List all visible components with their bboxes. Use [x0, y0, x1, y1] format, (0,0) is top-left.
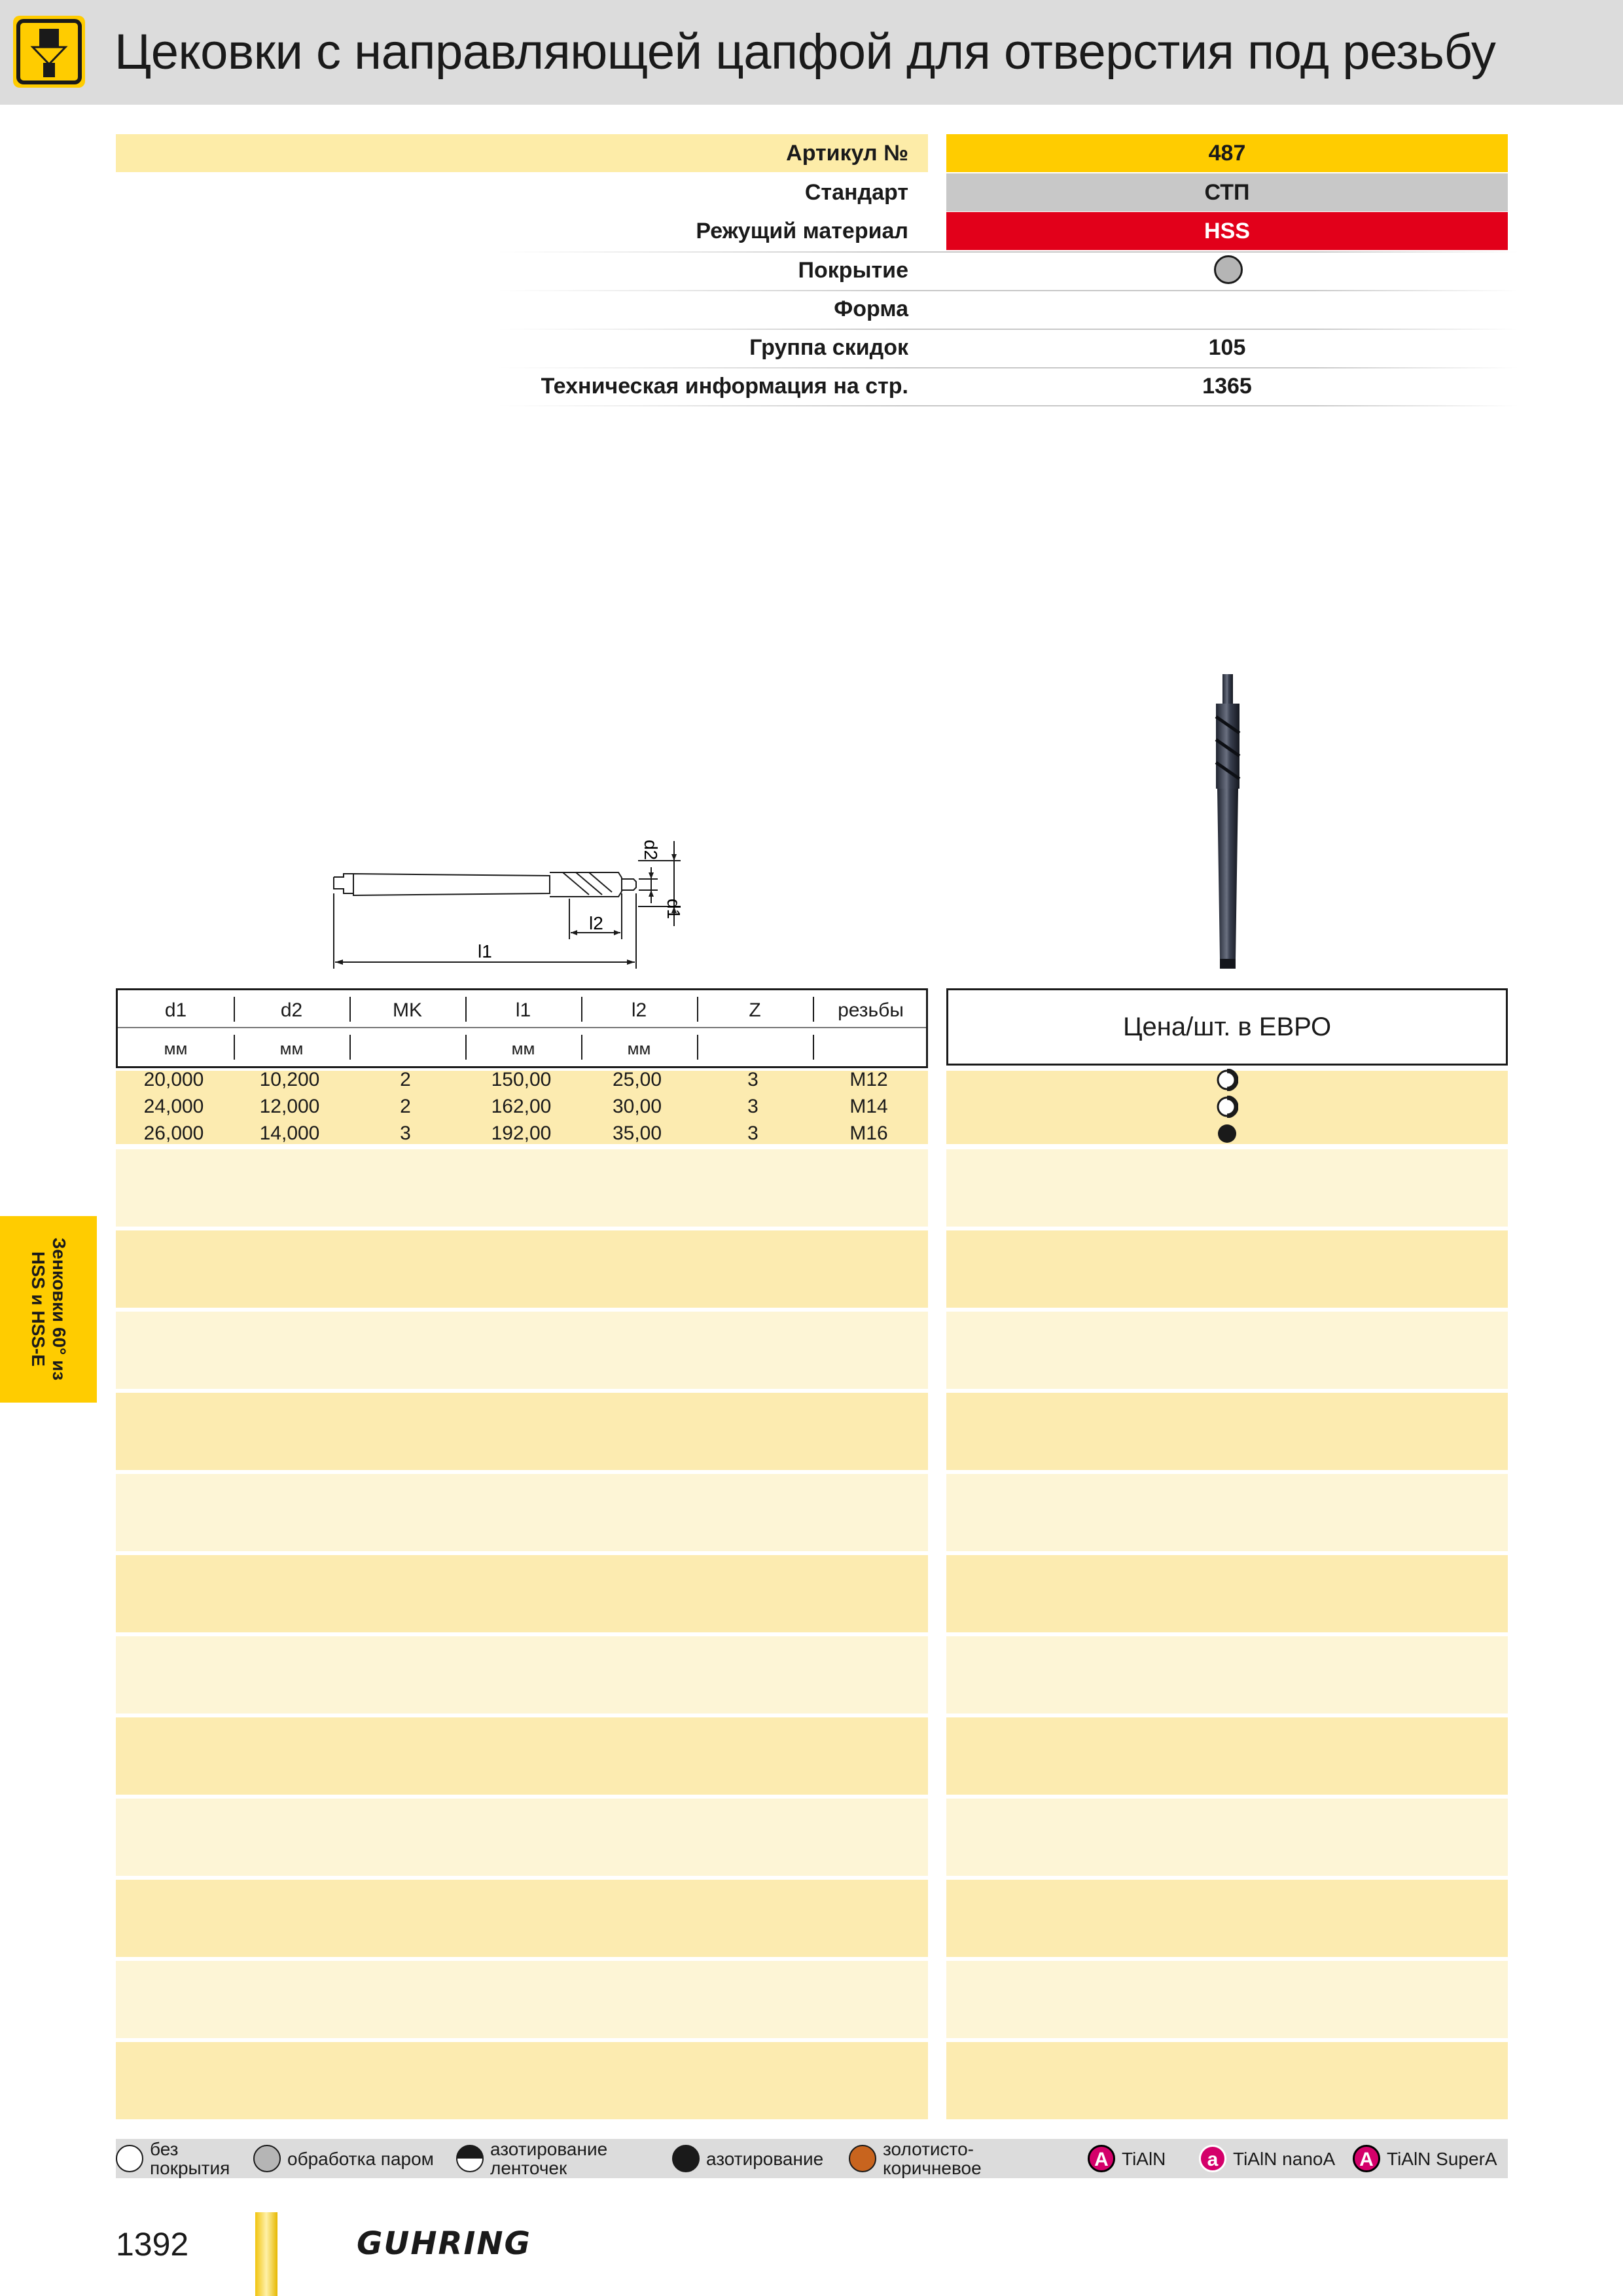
cell-l2: 35,00 — [612, 1122, 662, 1144]
uncoated-icon — [116, 2145, 143, 2172]
column-divider — [813, 1035, 814, 1060]
nano-badge-icon: a — [1199, 2145, 1226, 2172]
column-divider — [234, 997, 235, 1022]
cell-z: 3 — [747, 1122, 758, 1144]
col-header-z: Z — [749, 999, 761, 1021]
legend-supera-label: TiAlN SuperA — [1387, 2148, 1497, 2169]
available-in-stock-icon — [1216, 1069, 1238, 1091]
gold-brown-icon — [849, 2145, 876, 2172]
cell-thread: M16 — [849, 1122, 888, 1144]
spec-label-form: Форма — [834, 296, 908, 321]
stock-item-icon — [1216, 1122, 1238, 1145]
table-band — [116, 1230, 928, 1308]
header-divider — [118, 1027, 926, 1028]
col-header-thread: резьбы — [838, 999, 904, 1021]
table-band — [116, 1799, 928, 1876]
coating-legend — [116, 2139, 1508, 2178]
spec-row-standard — [116, 173, 928, 211]
cell-l1: 192,00 — [491, 1122, 552, 1144]
unit-l2: мм — [627, 1039, 651, 1058]
cell-d1: 24,000 — [143, 1096, 204, 1117]
table-band — [116, 1961, 928, 2038]
steam-coating-icon — [1214, 255, 1243, 284]
cell-thread: M12 — [849, 1069, 888, 1090]
col-header-l1: l1 — [515, 999, 531, 1021]
legend-text: золотисто- — [883, 2139, 974, 2159]
col-header-d1: d1 — [164, 999, 187, 1021]
legend-tialn — [1088, 2139, 1166, 2178]
nitrided-land-icon — [456, 2145, 484, 2172]
column-divider — [697, 1035, 698, 1060]
legend-steam — [253, 2139, 434, 2178]
column-divider — [465, 1035, 467, 1060]
table-band — [116, 1393, 928, 1470]
legend-text: азотирование — [490, 2139, 608, 2159]
cell-l1: 162,00 — [491, 1096, 552, 1117]
unit-d1: мм — [164, 1039, 188, 1058]
table-band — [116, 2042, 928, 2119]
legend-text: коричневое — [883, 2158, 982, 2178]
table-row[interactable] — [116, 1121, 928, 1147]
side-tab-label — [27, 1238, 69, 1380]
footer-accent-bar — [255, 2212, 277, 2296]
table-band — [116, 1555, 928, 1632]
table-band — [116, 1149, 928, 1227]
spec-row-techinfo — [116, 367, 928, 405]
cell-l2: 25,00 — [612, 1069, 662, 1090]
price-band — [946, 1474, 1508, 1551]
spec-value-techinfo[interactable]: 1365 — [1202, 374, 1252, 399]
side-tab-line1: Зенковки 60° из — [49, 1237, 69, 1381]
column-divider — [465, 997, 467, 1022]
unit-d2: мм — [279, 1039, 304, 1058]
countersink-category-icon — [13, 16, 85, 88]
cell-mk: 3 — [400, 1122, 411, 1144]
legend-nitrided-land-label — [490, 2140, 607, 2178]
legend-gold-label — [883, 2140, 982, 2178]
legend-nano-label: TiAlN nanoA — [1233, 2148, 1336, 2169]
column-divider — [697, 997, 698, 1022]
column-divider — [349, 1035, 351, 1060]
price-column-header: Цена/шт. в ЕВРО — [946, 988, 1508, 1066]
col-header-d2: d2 — [280, 999, 303, 1021]
column-divider — [581, 1035, 582, 1060]
price-band — [946, 2042, 1508, 2119]
spec-row-discount — [116, 329, 928, 367]
legend-nitrided-land — [456, 2139, 607, 2178]
dim-label-d2: d2 — [641, 840, 661, 861]
spec-value-article: 487 — [946, 134, 1508, 172]
cell-d2: 14,000 — [259, 1122, 320, 1144]
available-in-stock-icon — [1216, 1096, 1238, 1118]
tialn-badge-icon: A — [1088, 2145, 1115, 2172]
legend-nitrided-label: азотирование — [706, 2148, 824, 2169]
spec-label-article: Артикул № — [786, 141, 908, 166]
column-divider — [234, 1035, 235, 1060]
price-band — [946, 1717, 1508, 1795]
col-header-l2: l2 — [631, 999, 647, 1021]
cell-thread: M14 — [849, 1096, 888, 1117]
spec-row-form — [116, 290, 928, 328]
tool-photo — [1198, 671, 1257, 972]
table-band — [116, 1312, 928, 1389]
page-number: 1392 — [116, 2226, 189, 2263]
side-tab-line2: HSS и HSS-E — [28, 1251, 48, 1367]
cell-l2: 30,00 — [612, 1096, 662, 1117]
cell-z: 3 — [747, 1069, 758, 1090]
unit-l1: мм — [511, 1039, 535, 1058]
cell-l1: 150,00 — [491, 1069, 552, 1090]
technical-drawing — [314, 821, 733, 972]
table-band — [116, 1717, 928, 1795]
legend-text: ленточек — [490, 2158, 567, 2178]
dim-label-l1: l1 — [478, 941, 492, 961]
spec-label-material: Режущий материал — [696, 219, 908, 243]
spec-row-article — [116, 134, 928, 172]
table-row[interactable] — [116, 1067, 928, 1093]
spec-divider — [497, 405, 1518, 406]
cell-d1: 20,000 — [143, 1069, 204, 1090]
spec-value-material: HSS — [946, 212, 1508, 250]
spec-label-coating: Покрытие — [798, 258, 908, 283]
legend-tialn-label: TiAlN — [1122, 2148, 1166, 2169]
spec-row-coating — [116, 251, 928, 289]
legend-supera — [1353, 2139, 1497, 2178]
price-band — [946, 1312, 1508, 1389]
brand-logo: GUHRING — [357, 2225, 531, 2262]
cell-d1: 26,000 — [143, 1122, 204, 1144]
price-band — [946, 1880, 1508, 1957]
cell-z: 3 — [747, 1096, 758, 1117]
spec-row-material — [116, 212, 928, 250]
cell-d2: 12,000 — [259, 1096, 320, 1117]
table-row[interactable] — [116, 1094, 928, 1120]
column-divider — [813, 997, 814, 1022]
col-header-mk: MK — [393, 999, 422, 1021]
price-band — [946, 1393, 1508, 1470]
supera-badge-icon: A — [1353, 2145, 1380, 2172]
price-band — [946, 1799, 1508, 1876]
table-band — [116, 1636, 928, 1713]
steam-treatment-icon — [253, 2145, 281, 2172]
legend-uncoated-label — [150, 2140, 230, 2178]
price-band — [946, 1961, 1508, 2038]
legend-text: без — [150, 2139, 179, 2159]
price-band — [946, 1230, 1508, 1308]
section-side-tab[interactable] — [0, 1216, 97, 1403]
legend-nano — [1199, 2139, 1335, 2178]
spec-value-discount: 105 — [1208, 335, 1246, 360]
nitrided-icon — [672, 2145, 700, 2172]
table-band — [116, 1474, 928, 1551]
dim-label-d1: d1 — [664, 899, 684, 920]
legend-text: покрытия — [150, 2158, 230, 2178]
spec-label-techinfo: Техническая информация на стр. — [541, 374, 908, 399]
spec-label-discount: Группа скидок — [749, 335, 908, 360]
cell-mk: 2 — [400, 1096, 411, 1117]
price-band — [946, 1555, 1508, 1632]
price-band — [946, 1149, 1508, 1227]
page-title: Цековки с направляющей цапфой для отверстия под резьбу — [115, 24, 1496, 80]
column-divider — [349, 997, 351, 1022]
legend-nitrided — [672, 2139, 823, 2178]
spec-label-standard: Стандарт — [804, 180, 908, 205]
page-header — [0, 0, 1623, 105]
price-band — [946, 1636, 1508, 1713]
legend-steam-label: обработка паром — [287, 2148, 434, 2169]
cell-d2: 10,200 — [259, 1069, 320, 1090]
table-band — [116, 1880, 928, 1957]
legend-uncoated — [116, 2139, 230, 2178]
legend-gold — [849, 2139, 982, 2178]
dim-label-l2: l2 — [589, 913, 603, 933]
dimensions-table-header — [116, 988, 928, 1068]
cell-mk: 2 — [400, 1069, 411, 1090]
spec-value-standard: СТП — [946, 173, 1508, 211]
column-divider — [581, 997, 582, 1022]
